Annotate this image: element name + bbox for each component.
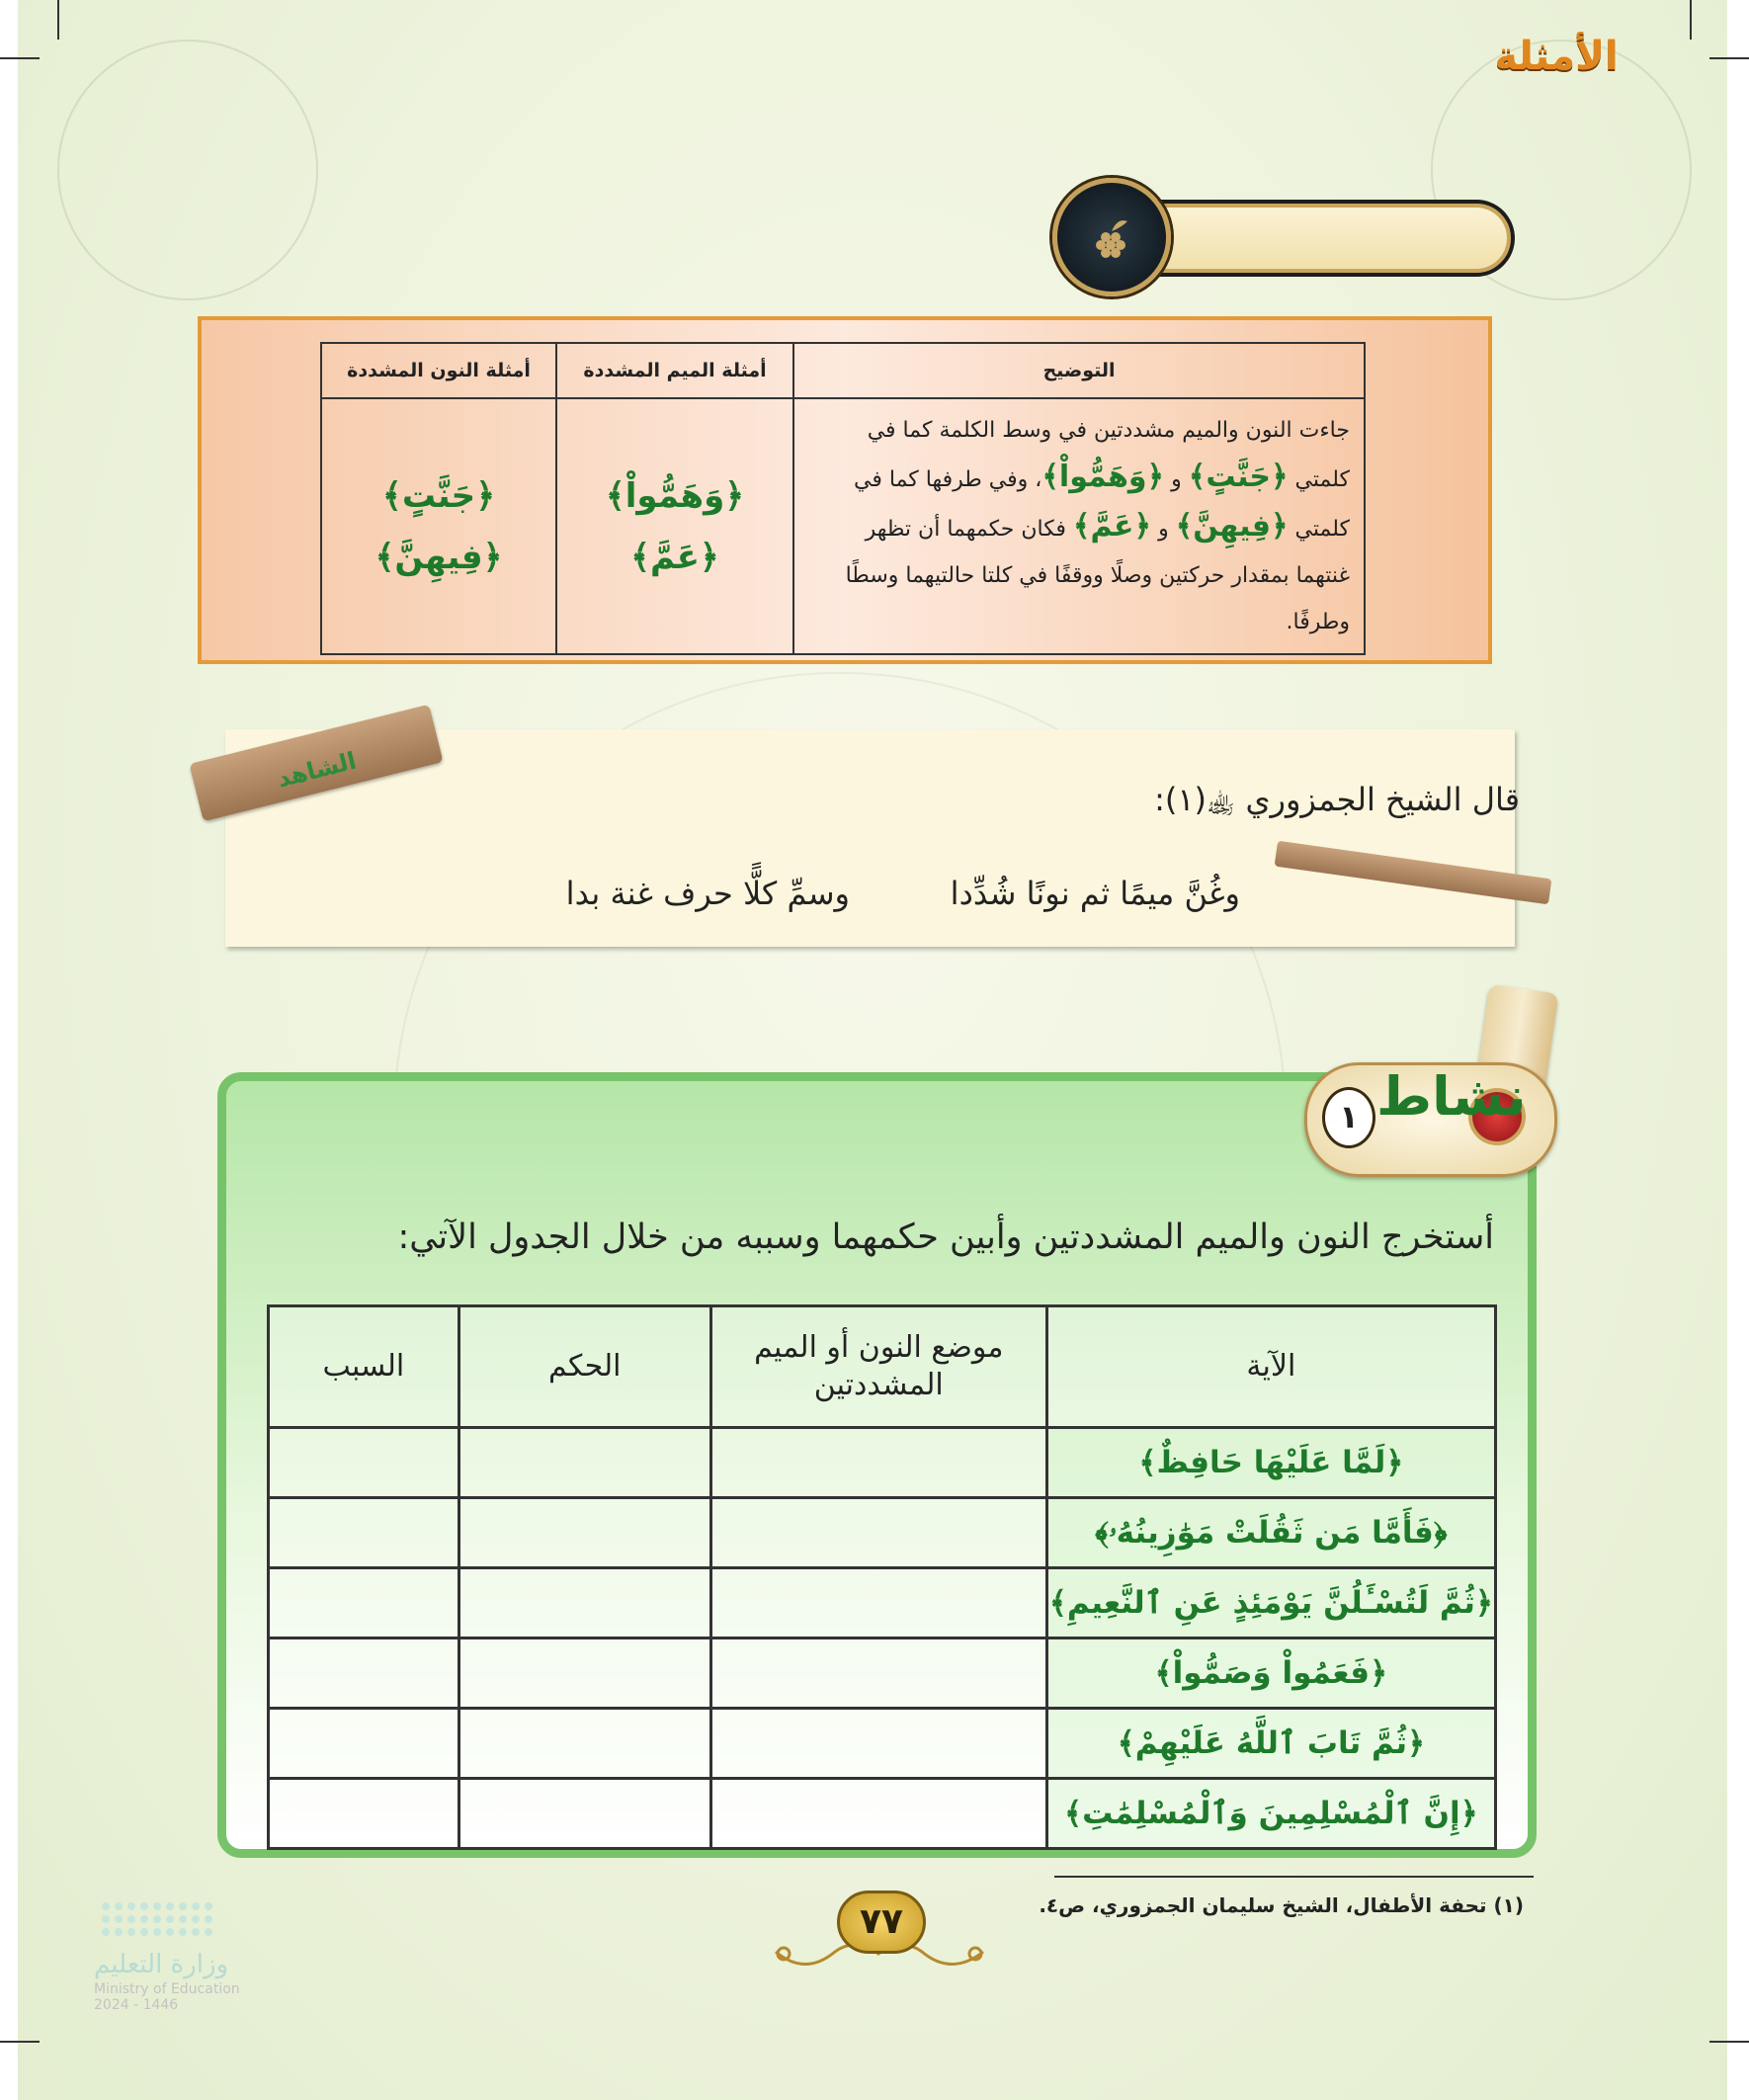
- crop-mark: [57, 0, 59, 40]
- nun-example: ﴿فِيهِنَّ﴾: [375, 537, 503, 577]
- activity-title: نشاط: [1376, 1065, 1527, 1128]
- nun-example: ﴿جَنَّتٍ﴾: [381, 475, 496, 516]
- reason-answer-cell[interactable]: [269, 1779, 459, 1849]
- reason-answer-cell[interactable]: [269, 1498, 459, 1568]
- nun-examples-cell: [321, 398, 556, 654]
- position-answer-cell[interactable]: [710, 1709, 1046, 1779]
- position-answer-cell[interactable]: [710, 1498, 1046, 1568]
- section-banner: [1052, 178, 1532, 287]
- ruling-answer-cell[interactable]: [458, 1498, 710, 1568]
- corner-ornament-top-left: [57, 40, 318, 300]
- logo-english: Ministry of Education: [94, 1981, 240, 1997]
- explanation-cell: [793, 398, 1365, 654]
- table-row: [269, 1779, 1496, 1849]
- quran-word: ﴿وَهَمُّواْ﴾: [1041, 460, 1165, 494]
- position-answer-cell[interactable]: [710, 1779, 1046, 1849]
- quran-word: ﴿عَمَّ﴾: [1072, 509, 1152, 544]
- ayah-cell: ﴿إِنَّ ٱلْمُسْلِمِينَ وَٱلْمُسْلِمَٰتِ﴾: [1046, 1779, 1495, 1849]
- crop-mark: [0, 2041, 40, 2043]
- mim-examples-cell: [556, 398, 793, 654]
- ayah-cell: ﴿لَمَّا عَلَيْهَا حَافِظٌ﴾: [1046, 1428, 1495, 1498]
- table-row: [269, 1568, 1496, 1638]
- explanation-text: فكان حكمهما أن تظهر غنتهما بمقدار حركتين وصلًا ووقفًا في كلتا حالتيهما وسطًا وطرفًا.: [845, 517, 1350, 634]
- ruling-answer-cell[interactable]: [458, 1428, 710, 1498]
- position-answer-cell[interactable]: [710, 1638, 1046, 1709]
- column-header: الآية: [1046, 1306, 1495, 1428]
- ruling-answer-cell[interactable]: [458, 1568, 710, 1638]
- verse-first-half: وغُنَّ ميمًا ثم نونًا شُدِّدا: [950, 875, 1240, 912]
- ayah-cell: ﴿ثُمَّ لَتُسْـَٔلُنَّ يَوْمَئِذٍ عَنِ ٱلنَّعِيمِ﴾: [1046, 1568, 1495, 1638]
- reason-answer-cell[interactable]: [269, 1709, 459, 1779]
- table-row: [269, 1638, 1496, 1709]
- crop-mark: [1709, 2041, 1749, 2043]
- activity-table: [267, 1304, 1497, 1850]
- mim-example: ﴿عَمَّ﴾: [630, 537, 719, 577]
- column-header: موضع النون أو الميم المشددتين: [710, 1306, 1046, 1428]
- logo-arabic: وزارة التعليم: [94, 1950, 229, 1979]
- ayah-cell: ﴿فَعَمُواْ وَصَمُّواْ﴾: [1046, 1638, 1495, 1709]
- ruling-answer-cell[interactable]: [458, 1638, 710, 1709]
- ayah-cell: ﴿ثُمَّ تَابَ ٱللَّهُ عَلَيْهِمْ﴾: [1046, 1709, 1495, 1779]
- ministry-logo: [94, 1902, 262, 2013]
- examples-table: [320, 342, 1366, 655]
- explanation-text: جاءت النون والميم مشددتين في وسط الكلمة كما في كلمتي: [867, 418, 1350, 492]
- column-header: الحكم: [458, 1306, 710, 1428]
- conjunction: و: [1171, 467, 1182, 492]
- table-row: [269, 1498, 1496, 1568]
- position-answer-cell[interactable]: [710, 1428, 1046, 1498]
- reason-answer-cell[interactable]: [269, 1568, 459, 1638]
- position-answer-cell[interactable]: [710, 1568, 1046, 1638]
- column-header: السبب: [269, 1306, 459, 1428]
- column-header: التوضيح: [793, 343, 1365, 398]
- crop-mark: [0, 57, 40, 59]
- evidence-intro: قال الشيخ الجمزوري ﵀(١):: [1154, 781, 1520, 818]
- section-title: الأمثلة: [1494, 34, 1619, 79]
- activity-number: ١: [1322, 1087, 1375, 1148]
- footnote: (١) تحفة الأطفال، الشيخ سليمان الجمزوري، ص٤.: [1039, 1893, 1524, 1917]
- grape-medal-icon: [1052, 178, 1171, 296]
- logo-year: 2024 - 1446: [94, 1997, 179, 2013]
- examples-box: [198, 316, 1492, 664]
- table-row: [269, 1709, 1496, 1779]
- reason-answer-cell[interactable]: [269, 1428, 459, 1498]
- column-header: أمثلة الميم المشددة: [556, 343, 793, 398]
- page-number-ornament: [766, 1883, 993, 1976]
- verse-second-half: وسمِّ كلًّا حرف غنة بدا: [565, 875, 850, 912]
- quran-word: ﴿فِيهِنَّ﴾: [1175, 509, 1289, 544]
- logo-dots-icon: [102, 1902, 262, 1936]
- page-number: ٧٧: [837, 1890, 926, 1954]
- footnote-divider: [1054, 1876, 1534, 1878]
- table-row: [269, 1428, 1496, 1498]
- quran-word: ﴿جَنَّتٍ﴾: [1188, 460, 1289, 494]
- mim-example: ﴿وَهَمُّواْ﴾: [605, 475, 745, 516]
- explanation-text: ، وفي طرفها كما في كلمتي: [854, 467, 1350, 542]
- conjunction: و: [1158, 517, 1169, 542]
- ruling-answer-cell[interactable]: [458, 1709, 710, 1779]
- ayah-cell: ﴿فَأَمَّا مَن ثَقُلَتْ مَوَٰزِينُهُۥ﴾: [1046, 1498, 1495, 1568]
- crop-mark: [1709, 57, 1749, 59]
- evidence-label: الشاهد: [274, 746, 360, 794]
- ruling-answer-cell[interactable]: [458, 1779, 710, 1849]
- reason-answer-cell[interactable]: [269, 1638, 459, 1709]
- column-header: أمثلة النون المشددة: [321, 343, 556, 398]
- activity-instruction: أستخرج النون والميم المشددتين وأبين حكمهما وسببه من خلال الجدول الآتي:: [397, 1218, 1494, 1257]
